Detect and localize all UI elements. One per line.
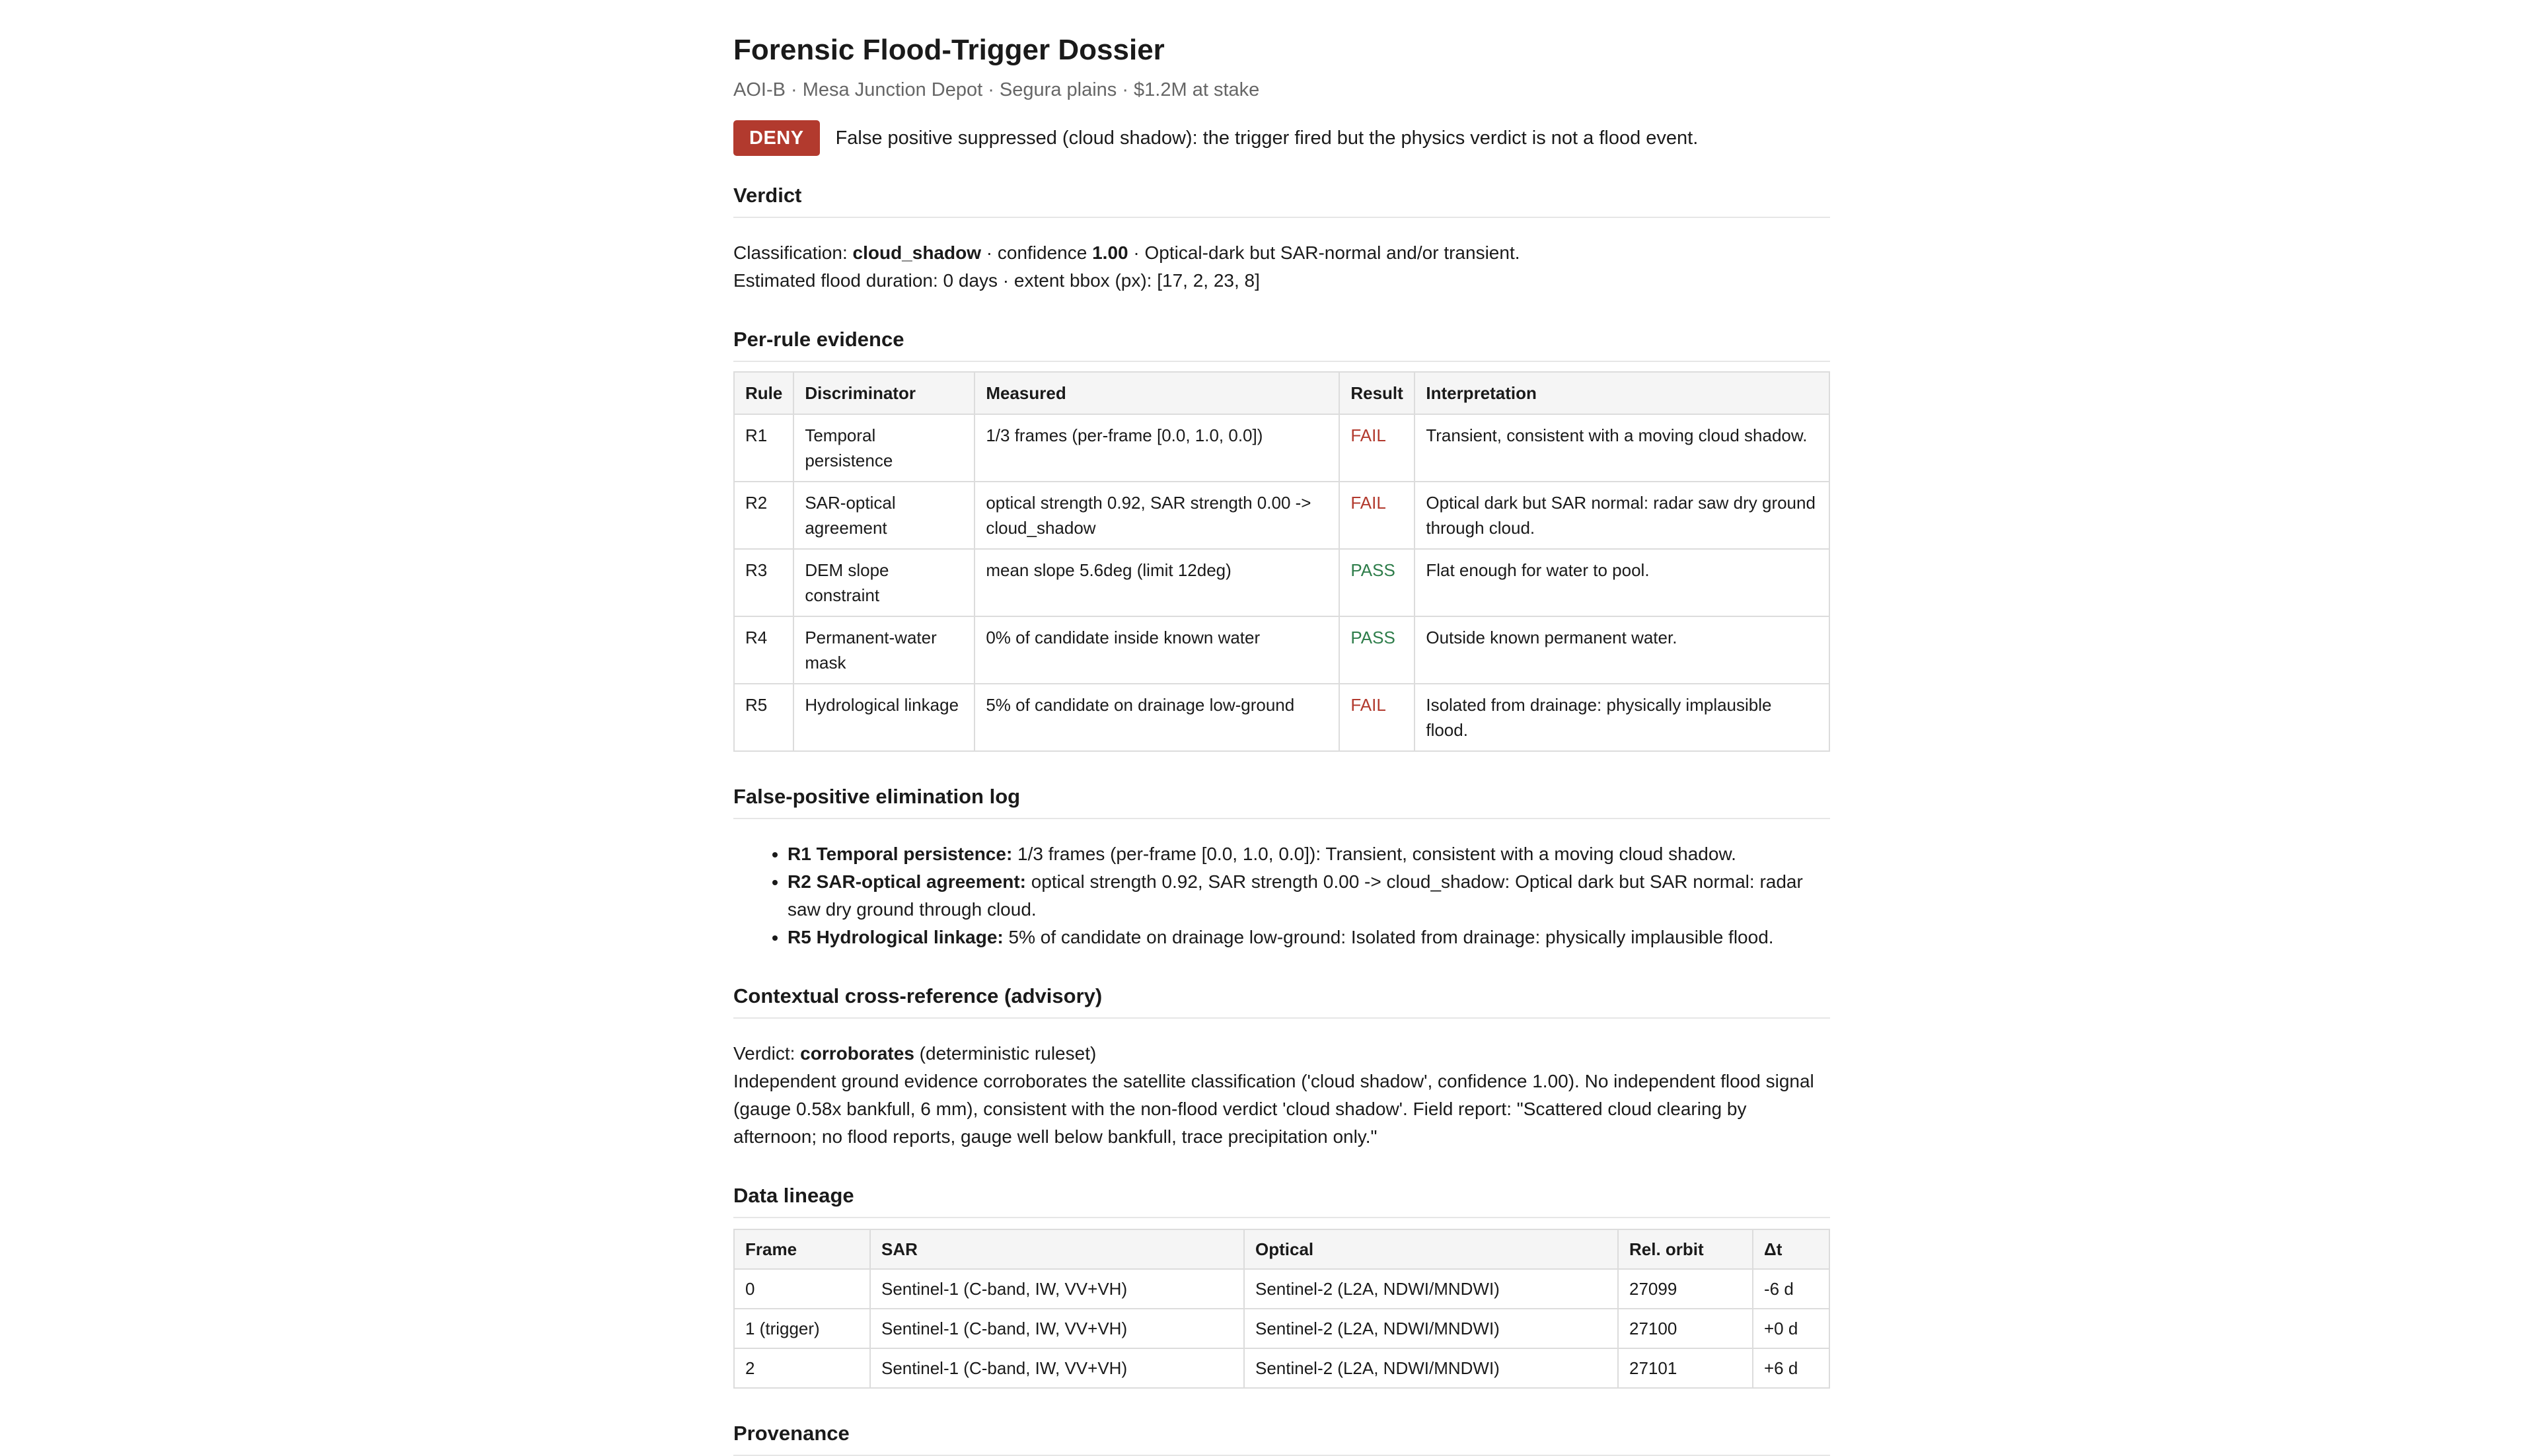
- rule-discriminator: DEM slope constraint: [793, 549, 974, 616]
- rule-discriminator: SAR-optical agreement: [793, 482, 974, 549]
- table-row: [734, 1309, 1829, 1348]
- verdict-heading: Verdict: [733, 182, 1830, 218]
- classification-prefix: Classification:: [733, 242, 853, 263]
- table-row: [734, 482, 1829, 549]
- context-paragraph: Independent ground evidence corroborates the satellite classification ('cloud shadow', confidence 1.00). No independent flood signal (gauge 0.58x bankfull, 6 mm), consistent with the non-flood verdict 'cloud shadow'. Field report: "Scattered cloud clearing by afternoon; no flood reports, gauge well below bankfull, trace precipitation only.": [733, 1071, 1814, 1147]
- elimination-text: 1/3 frames (per-frame [0.0, 1.0, 0.0]): Transient, consistent with a moving cloud shadow.: [1012, 844, 1736, 864]
- verdict-section: [733, 182, 1830, 295]
- rules-header-row: [734, 372, 1829, 414]
- rule-measured: 5% of candidate on drainage low-ground: [974, 684, 1339, 751]
- rules-heading: Per-rule evidence: [733, 326, 1830, 362]
- rules-table: [733, 371, 1830, 752]
- list-item: [788, 868, 1830, 924]
- rules-col-discriminator: Discriminator: [793, 372, 974, 414]
- lineage-col-sar: SAR: [870, 1229, 1244, 1269]
- rule-measured: optical strength 0.92, SAR strength 0.00 -> cloud_shadow: [974, 482, 1339, 549]
- lineage-frame: 0: [734, 1269, 870, 1309]
- verdict-body: [733, 239, 1830, 295]
- table-row: [734, 684, 1829, 751]
- context-verdict-suffix: (deterministic ruleset): [914, 1043, 1097, 1064]
- elimination-label: R5 Hydrological linkage:: [788, 927, 1004, 947]
- elimination-label: R1 Temporal persistence:: [788, 844, 1013, 864]
- rule-result: PASS: [1339, 616, 1415, 684]
- lineage-optical: Sentinel-2 (L2A, NDWI/MNDWI): [1244, 1348, 1618, 1388]
- context-verdict-line: [733, 1040, 1830, 1068]
- context-section: [733, 983, 1830, 1151]
- rule-result: PASS: [1339, 549, 1415, 616]
- rules-col-result: Result: [1339, 372, 1415, 414]
- rule-result: FAIL: [1339, 414, 1415, 482]
- table-row: [734, 1348, 1829, 1388]
- lineage-col-orbit: Rel. orbit: [1618, 1229, 1753, 1269]
- lineage-dt: +6 d: [1753, 1348, 1829, 1388]
- confidence-prefix: · confidence: [980, 242, 1093, 263]
- decision-row: [733, 120, 1830, 156]
- decision-summary: False positive suppressed (cloud shadow): the trigger fired but the physics verdict is not a flood event.: [835, 127, 1699, 149]
- lineage-optical: Sentinel-2 (L2A, NDWI/MNDWI): [1244, 1309, 1618, 1348]
- provenance-heading: Provenance: [733, 1420, 1830, 1456]
- confidence-value: 1.00: [1092, 242, 1128, 263]
- rules-col-rule: Rule: [734, 372, 793, 414]
- lineage-sar: Sentinel-1 (C-band, IW, VV+VH): [870, 1348, 1244, 1388]
- duration-line: Estimated flood duration: 0 days · extent bbox (px): [17, 2, 23, 8]: [733, 270, 1260, 291]
- list-item: [788, 840, 1830, 868]
- classification-value: cloud_shadow: [852, 242, 981, 263]
- rule-measured: 0% of candidate inside known water: [974, 616, 1339, 684]
- rules-section: [733, 326, 1830, 752]
- decision-badge: DENY: [733, 120, 820, 156]
- lineage-dt: +0 d: [1753, 1309, 1829, 1348]
- table-row: [734, 616, 1829, 684]
- lineage-orbit: 27101: [1618, 1348, 1753, 1388]
- lineage-frame: 2: [734, 1348, 870, 1388]
- elimination-text: 5% of candidate on drainage low-ground: Isolated from drainage: physically implausible flood.: [1003, 927, 1774, 947]
- lineage-header-row: [734, 1229, 1829, 1269]
- lineage-section: [733, 1183, 1830, 1389]
- lineage-optical: Sentinel-2 (L2A, NDWI/MNDWI): [1244, 1269, 1618, 1309]
- page-title: Forensic Flood-Trigger Dossier: [733, 34, 1165, 66]
- rule-discriminator: Temporal persistence: [793, 414, 974, 482]
- lineage-sar: Sentinel-1 (C-band, IW, VV+VH): [870, 1309, 1244, 1348]
- lineage-col-optical: Optical: [1244, 1229, 1618, 1269]
- rule-id: R2: [734, 482, 793, 549]
- classification-line: [733, 239, 1830, 267]
- lineage-orbit: 27100: [1618, 1309, 1753, 1348]
- rules-col-measured: Measured: [974, 372, 1339, 414]
- context-verdict-prefix: Verdict:: [733, 1043, 801, 1064]
- dossier-page: [733, 29, 1830, 1456]
- rule-id: R4: [734, 616, 793, 684]
- rule-discriminator: Permanent-water mask: [793, 616, 974, 684]
- provenance-section: [733, 1420, 1830, 1456]
- elimination-section: [733, 783, 1830, 951]
- rules-col-interpretation: Interpretation: [1415, 372, 1829, 414]
- context-body: [733, 1040, 1830, 1151]
- rule-measured: mean slope 5.6deg (limit 12deg): [974, 549, 1339, 616]
- rule-result: FAIL: [1339, 684, 1415, 751]
- rule-interpretation: Outside known permanent water.: [1415, 616, 1829, 684]
- lineage-orbit: 27099: [1618, 1269, 1753, 1309]
- context-verdict-value: corroborates: [800, 1043, 914, 1064]
- context-heading: Contextual cross-reference (advisory): [733, 983, 1830, 1019]
- rule-id: R5: [734, 684, 793, 751]
- classification-suffix: · Optical-dark but SAR-normal and/or transient.: [1128, 242, 1520, 263]
- lineage-table: [733, 1229, 1830, 1389]
- lineage-frame: 1 (trigger): [734, 1309, 870, 1348]
- table-row: [734, 549, 1829, 616]
- rule-id: R3: [734, 549, 793, 616]
- list-item: [788, 924, 1830, 951]
- rule-result: FAIL: [1339, 482, 1415, 549]
- rule-measured: 1/3 frames (per-frame [0.0, 1.0, 0.0]): [974, 414, 1339, 482]
- page-subtitle: AOI-B · Mesa Junction Depot · Segura plains · $1.2M at stake: [733, 79, 1260, 100]
- elimination-label: R2 SAR-optical agreement:: [788, 871, 1026, 892]
- lineage-dt: -6 d: [1753, 1269, 1829, 1309]
- rule-interpretation: Optical dark but SAR normal: radar saw dry ground through cloud.: [1415, 482, 1829, 549]
- lineage-heading: Data lineage: [733, 1183, 1830, 1218]
- rule-interpretation: Flat enough for water to pool.: [1415, 549, 1829, 616]
- elimination-list: [733, 840, 1830, 951]
- rule-interpretation: Isolated from drainage: physically implausible flood.: [1415, 684, 1829, 751]
- table-row: [734, 1269, 1829, 1309]
- lineage-col-dt: Δt: [1753, 1229, 1829, 1269]
- lineage-col-frame: Frame: [734, 1229, 870, 1269]
- lineage-sar: Sentinel-1 (C-band, IW, VV+VH): [870, 1269, 1244, 1309]
- elimination-heading: False-positive elimination log: [733, 783, 1830, 819]
- rule-id: R1: [734, 414, 793, 482]
- rule-interpretation: Transient, consistent with a moving cloud shadow.: [1415, 414, 1829, 482]
- elimination-text: optical strength 0.92, SAR strength 0.00 -> cloud_shadow: Optical dark but SAR normal: radar saw dry ground through cloud.: [788, 871, 1803, 920]
- rule-discriminator: Hydrological linkage: [793, 684, 974, 751]
- table-row: [734, 414, 1829, 482]
